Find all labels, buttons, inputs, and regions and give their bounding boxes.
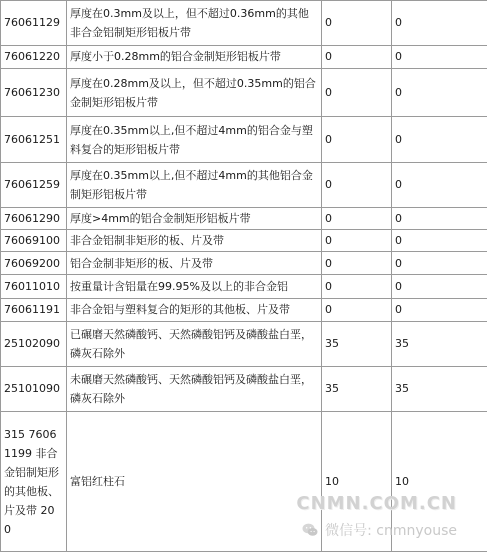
- table-row: [1, 1, 487, 46]
- rate-cell: 0: [322, 229, 392, 251]
- hs-code-cell: 76061230: [1, 68, 67, 117]
- description-cell: 铝合金制非矩形的板、片及带: [67, 252, 322, 275]
- rate-cell: 0: [322, 298, 392, 321]
- rate-cell: 35: [392, 366, 487, 412]
- rate-cell: 0: [392, 207, 487, 229]
- description-cell: 厚度小于0.28mm的铝合金制矩形铝板片带: [67, 45, 322, 68]
- hs-code-cell: 25102090: [1, 322, 67, 367]
- rate-cell: 0: [392, 163, 487, 208]
- description-cell: 按重量计含铝量在99.95%及以上的非合金铝: [67, 275, 322, 298]
- rate-cell: 0: [392, 1, 487, 46]
- table-row: [1, 275, 487, 298]
- rate-cell: 35: [322, 322, 392, 367]
- rate-cell: 0: [322, 163, 392, 208]
- hs-code-cell: 76061290: [1, 207, 67, 229]
- rate-cell: 10: [322, 412, 392, 552]
- rate-cell: 0: [322, 207, 392, 229]
- hs-code-cell: 76061191: [1, 298, 67, 321]
- table-row: [1, 298, 487, 321]
- description-cell: 已碾磨天然磷酸钙、天然磷酸铝钙及磷酸盐白垩，磷灰石除外: [67, 322, 322, 367]
- rate-cell: 0: [392, 252, 487, 275]
- hs-code-cell: 76061220: [1, 45, 67, 68]
- rate-cell: 0: [392, 117, 487, 163]
- table-row: [1, 117, 487, 163]
- table-row: [1, 322, 487, 367]
- table-row: [1, 207, 487, 229]
- hs-code-cell: 76069200: [1, 252, 67, 275]
- rate-cell: 0: [322, 1, 392, 46]
- hs-code-cell: 25101090: [1, 366, 67, 412]
- watermark-site: CNMN.COM.CN: [296, 493, 457, 514]
- tariff-table-body: [1, 1, 487, 552]
- rate-cell: 0: [392, 298, 487, 321]
- hs-code-cell: 76061251: [1, 117, 67, 163]
- hs-code-cell: 76069100: [1, 229, 67, 251]
- table-row: [1, 252, 487, 275]
- rate-cell: 0: [392, 45, 487, 68]
- hs-code-cell: 315 76061199 非合金铝制矩形的其他板、片及带 20 0: [1, 412, 67, 552]
- watermark-wechat-id: 微信号: cnmnyouse: [325, 523, 457, 539]
- description-cell: 非合金铝与塑料复合的矩形的其他板、片及带: [67, 298, 322, 321]
- rate-cell: 0: [322, 45, 392, 68]
- description-cell: 厚度>4mm的铝合金制矩形铝板片带: [67, 207, 322, 229]
- rate-cell: 0: [322, 252, 392, 275]
- hs-code-cell: 76011010: [1, 275, 67, 298]
- rate-cell: 10: [392, 412, 487, 552]
- description-cell: 非合金铝制非矩形的板、片及带: [67, 229, 322, 251]
- description-cell: 未碾磨天然磷酸钙、天然磷酸铝钙及磷酸盐白垩，磷灰石除外: [67, 366, 322, 412]
- description-cell: 富铝红柱石: [67, 412, 322, 552]
- description-cell: 厚度在0.28mm及以上，但不超过0.35mm的铝合金制矩形铝板片带: [67, 68, 322, 117]
- rate-cell: 0: [392, 275, 487, 298]
- table-row: [1, 68, 487, 117]
- table-row: [1, 163, 487, 208]
- table-row: [1, 229, 487, 251]
- rate-cell: 35: [392, 322, 487, 367]
- description-cell: 厚度在0.3mm及以上，但不超过0.36mm的其他非合金铝制矩形铝板片带: [67, 1, 322, 46]
- rate-cell: 0: [322, 68, 392, 117]
- rate-cell: 0: [392, 68, 487, 117]
- description-cell: 厚度在0.35mm以上,但不超过4mm的其他铝合金制矩形铝板片带: [67, 163, 322, 208]
- rate-cell: 0: [322, 275, 392, 298]
- hs-code-cell: 76061129: [1, 1, 67, 46]
- table-row: [1, 45, 487, 68]
- hs-code-cell: 76061259: [1, 163, 67, 208]
- description-cell: 厚度在0.35mm以上,但不超过4mm的铝合金与塑料复合的矩形铝板片带: [67, 117, 322, 163]
- rate-cell: 0: [392, 229, 487, 251]
- rate-cell: 0: [322, 117, 392, 163]
- table-row: [1, 366, 487, 412]
- rate-cell: 35: [322, 366, 392, 412]
- table-row: [1, 412, 487, 552]
